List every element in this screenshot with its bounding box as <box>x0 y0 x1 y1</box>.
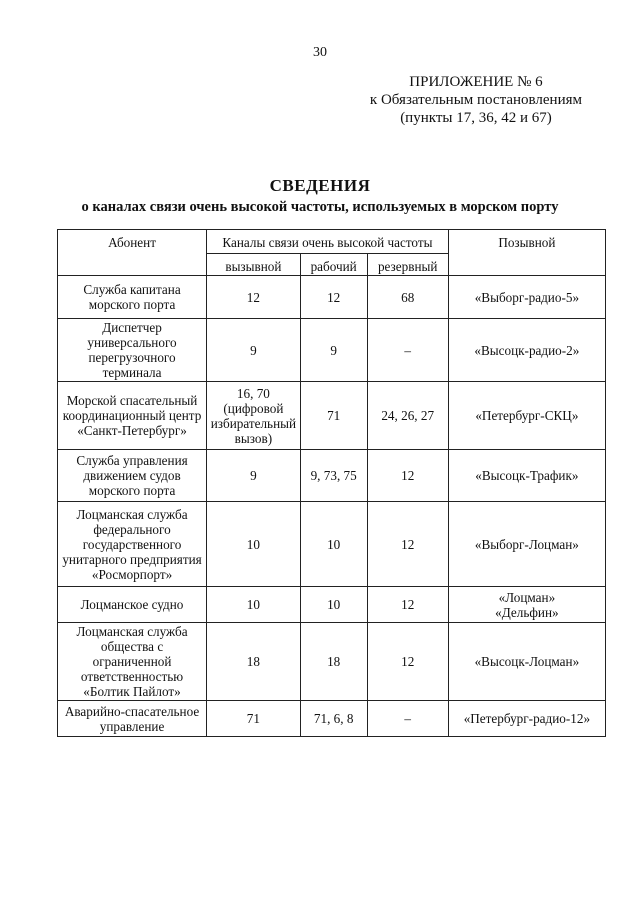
cell-subscriber-line: общества с ограниченной <box>92 639 172 669</box>
cell-calling-channel-line: 16, 70 <box>236 385 270 401</box>
cell-calling-channel-line: 10 <box>246 597 260 612</box>
cell-subscriber-line: Служба управления <box>76 453 188 468</box>
appendix-clauses: (пункты 17, 36, 42 и 67) <box>400 110 552 126</box>
appendix-title: ПРИЛОЖЕНИЕ № 6 <box>409 74 543 90</box>
cell-callsign-line: «Высоцк-радио-2» <box>474 342 580 358</box>
cell-working-channel <box>300 587 367 623</box>
cell-subscriber <box>58 319 207 382</box>
cell-subscriber-line: государственного <box>82 536 182 552</box>
cell-working-channel <box>300 502 367 587</box>
cell-reserve-channel <box>367 276 448 319</box>
cell-calling-channel-line: вызов) <box>234 430 273 446</box>
cell-calling-channel <box>207 623 301 701</box>
cell-subscriber-line: Лоцманская служба <box>76 624 188 639</box>
appendix-header <box>370 73 582 127</box>
cell-callsign-line: «Выборг-радио-5» <box>474 289 580 305</box>
title-subtitle: о каналах связи очень высокой частоты, используемых в морском порту <box>81 199 559 215</box>
cell-subscriber <box>58 587 207 623</box>
cell-subscriber-line: «Росморпорт» <box>91 566 173 582</box>
cell-reserve-channel <box>367 502 448 587</box>
cell-working-channel <box>300 276 367 319</box>
cell-callsign <box>448 701 605 737</box>
cell-reserve-channel <box>367 382 448 450</box>
cell-subscriber <box>58 701 207 737</box>
title-main: СВЕДЕНИЯ <box>269 176 371 195</box>
header-working: рабочий <box>300 254 367 276</box>
table-row <box>58 319 606 382</box>
cell-subscriber <box>58 623 207 701</box>
cell-working-channel <box>300 450 367 502</box>
cell-calling-channel <box>207 450 301 502</box>
cell-working-channel-line: 71, 6, 8 <box>313 711 354 726</box>
cell-callsign <box>448 276 605 319</box>
cell-calling-channel <box>207 502 301 587</box>
cell-callsign-line: «Высоцк-Лоцман» <box>474 654 580 669</box>
cell-subscriber-line: координационный центр <box>62 408 202 423</box>
page-number: 30 <box>313 45 327 60</box>
cell-working-channel <box>300 382 367 450</box>
cell-calling-channel-line: 12 <box>246 289 260 305</box>
cell-calling-channel-line: 10 <box>246 536 260 552</box>
cell-working-channel-line: 10 <box>327 536 341 552</box>
cell-subscriber-line: федерального <box>93 521 171 537</box>
table-body <box>58 276 606 737</box>
cell-subscriber <box>58 450 207 502</box>
cell-reserve-channel <box>367 587 448 623</box>
cell-reserve-channel <box>367 319 448 382</box>
cell-reserve-channel-line: – <box>404 711 411 726</box>
cell-working-channel-line: 71 <box>327 408 341 423</box>
cell-reserve-channel-line: 12 <box>401 468 415 483</box>
cell-reserve-channel-line: 12 <box>401 536 415 552</box>
vhf-channels-table <box>57 229 606 737</box>
table-row <box>58 623 606 701</box>
cell-callsign-line: «Высоцк-Трафик» <box>475 468 579 483</box>
cell-subscriber-line: управление <box>99 718 165 734</box>
cell-subscriber-line: ответственностью <box>80 669 184 684</box>
cell-calling-channel-line: 18 <box>246 654 260 669</box>
header-reserve: резервный <box>367 254 448 276</box>
cell-reserve-channel <box>367 623 448 701</box>
cell-calling-channel-line: избирательный <box>210 415 297 431</box>
table-row <box>58 276 606 319</box>
cell-callsign <box>448 319 605 382</box>
header-calling: вызывной <box>207 254 301 276</box>
cell-subscriber-line: перегрузочного терминала <box>88 350 176 380</box>
cell-calling-channel-line: (цифровой <box>223 400 284 416</box>
cell-calling-channel <box>207 382 301 450</box>
cell-subscriber <box>58 502 207 587</box>
cell-subscriber-line: универсального <box>87 335 177 350</box>
cell-callsign <box>448 382 605 450</box>
cell-reserve-channel-line: 12 <box>401 654 415 669</box>
cell-callsign <box>448 623 605 701</box>
table-row <box>58 587 606 623</box>
cell-callsign-line: «Выборг-Лоцман» <box>474 536 579 552</box>
cell-reserve-channel-line: 12 <box>401 597 415 612</box>
cell-subscriber-line: унитарного предприятия <box>62 551 202 567</box>
cell-calling-channel-line: 71 <box>246 711 260 726</box>
cell-calling-channel <box>207 587 301 623</box>
cell-working-channel <box>300 623 367 701</box>
cell-working-channel-line: 18 <box>327 654 341 669</box>
header-callsign: Позывной <box>448 230 605 276</box>
cell-reserve-channel-line: 68 <box>401 289 415 305</box>
cell-subscriber-line: «Санкт-Петербург» <box>77 423 187 438</box>
table-row <box>58 502 606 587</box>
cell-reserve-channel-line: – <box>404 342 411 358</box>
cell-callsign-line: «Петербург-СКЦ» <box>475 408 579 423</box>
cell-subscriber-line: Аварийно-спасательное <box>64 703 200 719</box>
cell-subscriber-line: Диспетчер <box>102 320 162 335</box>
cell-callsign-line: «Петербург-радио-12» <box>463 711 591 726</box>
cell-subscriber-line: «Болтик Пайлот» <box>83 684 181 699</box>
cell-working-channel-line: 9, 73, 75 <box>310 468 357 483</box>
cell-calling-channel-line: 9 <box>250 468 257 483</box>
cell-calling-channel <box>207 701 301 737</box>
cell-callsign <box>448 502 605 587</box>
cell-working-channel-line: 12 <box>327 289 341 305</box>
cell-callsign <box>448 450 605 502</box>
cell-subscriber-line: морского порта <box>88 297 176 312</box>
appendix-reference: к Обязательным постановлениям <box>369 92 582 108</box>
cell-calling-channel <box>207 319 301 382</box>
table-row <box>58 382 606 450</box>
cell-subscriber-line: движением судов <box>83 468 181 483</box>
cell-subscriber-line: морского порта <box>88 483 176 498</box>
cell-subscriber-line: Морской спасательный <box>66 393 198 408</box>
cell-subscriber-line: Лоцманская служба <box>76 506 188 522</box>
cell-subscriber-line: Лоцманское судно <box>80 597 184 612</box>
cell-calling-channel <box>207 276 301 319</box>
cell-working-channel <box>300 319 367 382</box>
cell-working-channel <box>300 701 367 737</box>
header-subscriber: Абонент <box>58 230 207 276</box>
cell-working-channel-line: 10 <box>327 597 341 612</box>
document-title <box>0 176 640 216</box>
table-row <box>58 450 606 502</box>
table-row <box>58 701 606 737</box>
cell-reserve-channel <box>367 450 448 502</box>
cell-subscriber <box>58 382 207 450</box>
cell-callsign-line: «Дельфин» <box>495 604 559 620</box>
header-channels: Каналы связи очень высокой частоты <box>207 230 449 254</box>
cell-callsign <box>448 587 605 623</box>
cell-subscriber <box>58 276 207 319</box>
cell-callsign-line: «Лоцман» <box>498 589 556 605</box>
cell-calling-channel-line: 9 <box>250 342 257 358</box>
cell-reserve-channel <box>367 701 448 737</box>
cell-subscriber-line: Служба капитана <box>83 282 181 297</box>
cell-working-channel-line: 9 <box>330 342 337 358</box>
cell-reserve-channel-line: 24, 26, 27 <box>381 408 435 423</box>
